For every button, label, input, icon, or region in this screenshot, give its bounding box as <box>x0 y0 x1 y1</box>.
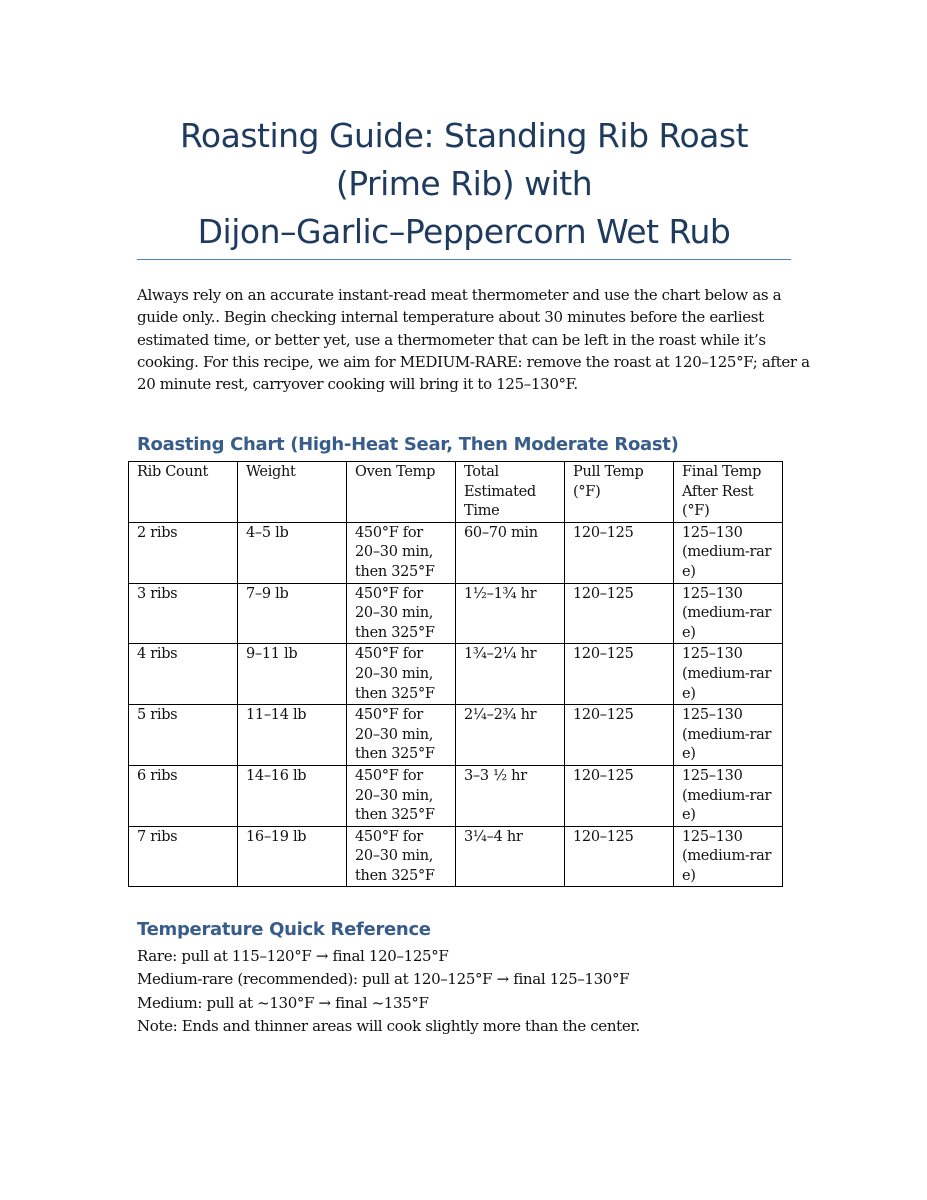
table-cell <box>347 826 456 887</box>
header-text: Time <box>464 503 500 520</box>
cell-text: 120–125 <box>573 707 634 724</box>
cell-text: e) <box>682 685 696 702</box>
cell-text: 125–130 <box>682 585 743 602</box>
cell-text: 450°F for <box>355 524 423 541</box>
table-cell <box>129 644 238 705</box>
table-cell <box>347 705 456 766</box>
table-cell <box>674 583 783 644</box>
cell-text: 7–9 lb <box>246 585 289 602</box>
table-header-cell <box>456 462 565 523</box>
table-row <box>129 765 783 826</box>
intro-line: 20 minute rest, carryover cooking will bring it to 125–130°F. <box>137 375 578 394</box>
intro-line: Always rely on an accurate instant‑read meat thermometer and use the chart below as a <box>137 286 782 304</box>
cell-text: (medium‑rar <box>682 605 772 622</box>
cell-text: (medium‑rar <box>682 726 772 743</box>
cell-text: 2 ribs <box>137 524 178 541</box>
temperature-reference-heading: Temperature Quick Reference <box>137 919 431 940</box>
table-cell <box>456 765 565 826</box>
header-text: Rib Count <box>137 464 209 480</box>
cell-text: (medium‑rar <box>682 787 772 804</box>
table-cell <box>347 765 456 826</box>
cell-text: 125–130 <box>682 646 743 663</box>
table-cell <box>565 522 674 583</box>
table-row <box>129 583 783 644</box>
table-cell <box>238 583 347 644</box>
cell-text: 16–19 lb <box>246 828 307 845</box>
table-cell <box>347 644 456 705</box>
roasting-chart-table <box>128 461 783 887</box>
reference-line-rare: Rare: pull at 115–120°F → final 120–125°F <box>137 947 449 965</box>
table-header-cell <box>565 462 674 523</box>
cell-text: 125–130 <box>682 828 743 845</box>
table-cell <box>129 765 238 826</box>
table-cell <box>238 765 347 826</box>
roasting-chart-heading: Roasting Chart (High‑Heat Sear, Then Moderate Roast) <box>137 434 679 455</box>
reference-line-medium: Medium: pull at ~130°F → final ~135°F <box>137 993 429 1012</box>
cell-text: then 325°F <box>355 685 435 702</box>
header-text: Oven Temp <box>355 464 436 480</box>
title-line: Roasting Guide: Standing Rib Roast <box>179 116 749 155</box>
cell-text: then 325°F <box>355 867 435 884</box>
intro-line: estimated time, or better yet, use a thermometer that can be left in the roast while it’s <box>137 330 766 349</box>
cell-text: 60–70 min <box>464 524 538 541</box>
cell-text: 450°F for <box>355 646 423 663</box>
table-cell <box>238 705 347 766</box>
table-row <box>129 644 783 705</box>
header-text: (°F) <box>682 503 710 520</box>
table-header-cell <box>238 462 347 523</box>
table-cell <box>674 522 783 583</box>
cell-text: e) <box>682 624 696 641</box>
table-cell <box>674 765 783 826</box>
cell-text: 14–16 lb <box>246 767 307 784</box>
cell-text: 20–30 min, <box>355 726 434 743</box>
table-cell <box>129 583 238 644</box>
cell-text: e) <box>682 746 696 763</box>
table-cell <box>565 644 674 705</box>
header-text: Total <box>464 464 499 480</box>
table-cell <box>456 522 565 583</box>
cell-text: 11–14 lb <box>246 707 307 724</box>
temperature-reference-list <box>137 945 640 1038</box>
table-body <box>129 522 783 887</box>
table-row <box>129 705 783 766</box>
cell-text: e) <box>682 867 696 884</box>
cell-text: 6 ribs <box>137 767 178 784</box>
cell-text: 20–30 min, <box>355 544 434 561</box>
table-cell <box>456 705 565 766</box>
cell-text: 1½–1¾ hr <box>464 585 537 602</box>
cell-text: e) <box>682 563 696 580</box>
table-cell <box>565 826 674 887</box>
cell-text: 450°F for <box>355 828 423 845</box>
cell-text: 20–30 min, <box>355 787 434 804</box>
cell-text: then 325°F <box>355 807 435 824</box>
table-cell <box>565 765 674 826</box>
cell-text: 125–130 <box>682 707 743 724</box>
table-cell <box>129 705 238 766</box>
cell-text: (medium‑rar <box>682 544 772 561</box>
table-cell <box>565 583 674 644</box>
cell-text: 3 ribs <box>137 585 178 602</box>
cell-text: 3–3 ½ hr <box>464 767 527 784</box>
header-text: Estimated <box>464 483 536 500</box>
cell-text: 9–11 lb <box>246 646 298 663</box>
title-divider <box>137 259 791 260</box>
cell-text: (medium‑rar <box>682 848 772 865</box>
reference-line-medium-rare: Medium‑rare (recommended): pull at 120–125°F → final 125–130°F <box>137 970 630 989</box>
cell-text: 4 ribs <box>137 646 178 663</box>
cell-text: then 325°F <box>355 624 435 641</box>
cell-text: 20–30 min, <box>355 605 434 622</box>
table-cell <box>674 644 783 705</box>
cell-text: 20–30 min, <box>355 848 434 865</box>
table-row <box>129 826 783 887</box>
cell-text: 450°F for <box>355 585 423 602</box>
cell-text: e) <box>682 807 696 824</box>
table-cell <box>674 705 783 766</box>
table-cell <box>456 644 565 705</box>
cell-text: 20–30 min, <box>355 665 434 682</box>
intro-paragraph <box>137 284 810 395</box>
cell-text: 450°F for <box>355 767 423 784</box>
table-header-cell <box>129 462 238 523</box>
table-cell <box>129 522 238 583</box>
title-line: Dijon–Garlic–Peppercorn Wet Rub <box>197 212 731 251</box>
cell-text: 7 ribs <box>137 828 178 845</box>
cell-text: 2¼–2¾ hr <box>464 707 537 724</box>
table-cell <box>347 583 456 644</box>
header-text: Pull Temp <box>573 464 644 480</box>
header-text: Final Temp <box>682 464 762 480</box>
table-cell <box>456 826 565 887</box>
cell-text: 4–5 lb <box>246 524 289 541</box>
table-row <box>129 522 783 583</box>
cell-text: 450°F for <box>355 707 423 724</box>
cell-text: 5 ribs <box>137 707 178 724</box>
table-header-cell <box>674 462 783 523</box>
table-header-cell <box>347 462 456 523</box>
intro-line: guide only.. Begin checking internal temperature about 30 minutes before the earliest <box>137 308 764 327</box>
title-line: (Prime Rib) with <box>335 164 593 203</box>
cell-text: 120–125 <box>573 767 634 784</box>
table-cell <box>347 522 456 583</box>
cell-text: 120–125 <box>573 585 634 602</box>
header-text: Weight <box>246 464 296 480</box>
table-cell <box>674 826 783 887</box>
cell-text: 125–130 <box>682 524 743 541</box>
cell-text: 3¼–4 hr <box>464 828 523 845</box>
cell-text: 1¾–2¼ hr <box>464 646 537 663</box>
cell-text: then 325°F <box>355 746 435 763</box>
header-text: After Rest <box>682 483 754 500</box>
table-cell <box>129 826 238 887</box>
table-cell <box>456 583 565 644</box>
table-cell <box>238 826 347 887</box>
table-header-row <box>129 462 783 523</box>
table-cell <box>565 705 674 766</box>
table-cell <box>238 644 347 705</box>
cell-text: then 325°F <box>355 563 435 580</box>
cell-text: 120–125 <box>573 524 634 541</box>
header-text: (°F) <box>573 483 601 500</box>
cell-text: 120–125 <box>573 646 634 663</box>
cell-text: 120–125 <box>573 828 634 845</box>
cell-text: (medium‑rar <box>682 665 772 682</box>
reference-note: Note: Ends and thinner areas will cook slightly more than the center. <box>137 1016 640 1035</box>
table-cell <box>238 522 347 583</box>
page-title <box>137 112 791 256</box>
cell-text: 125–130 <box>682 767 743 784</box>
intro-line: cooking. For this recipe, we aim for MEDIUM‑RARE: remove the roast at 120–125°F; after a <box>137 352 810 371</box>
